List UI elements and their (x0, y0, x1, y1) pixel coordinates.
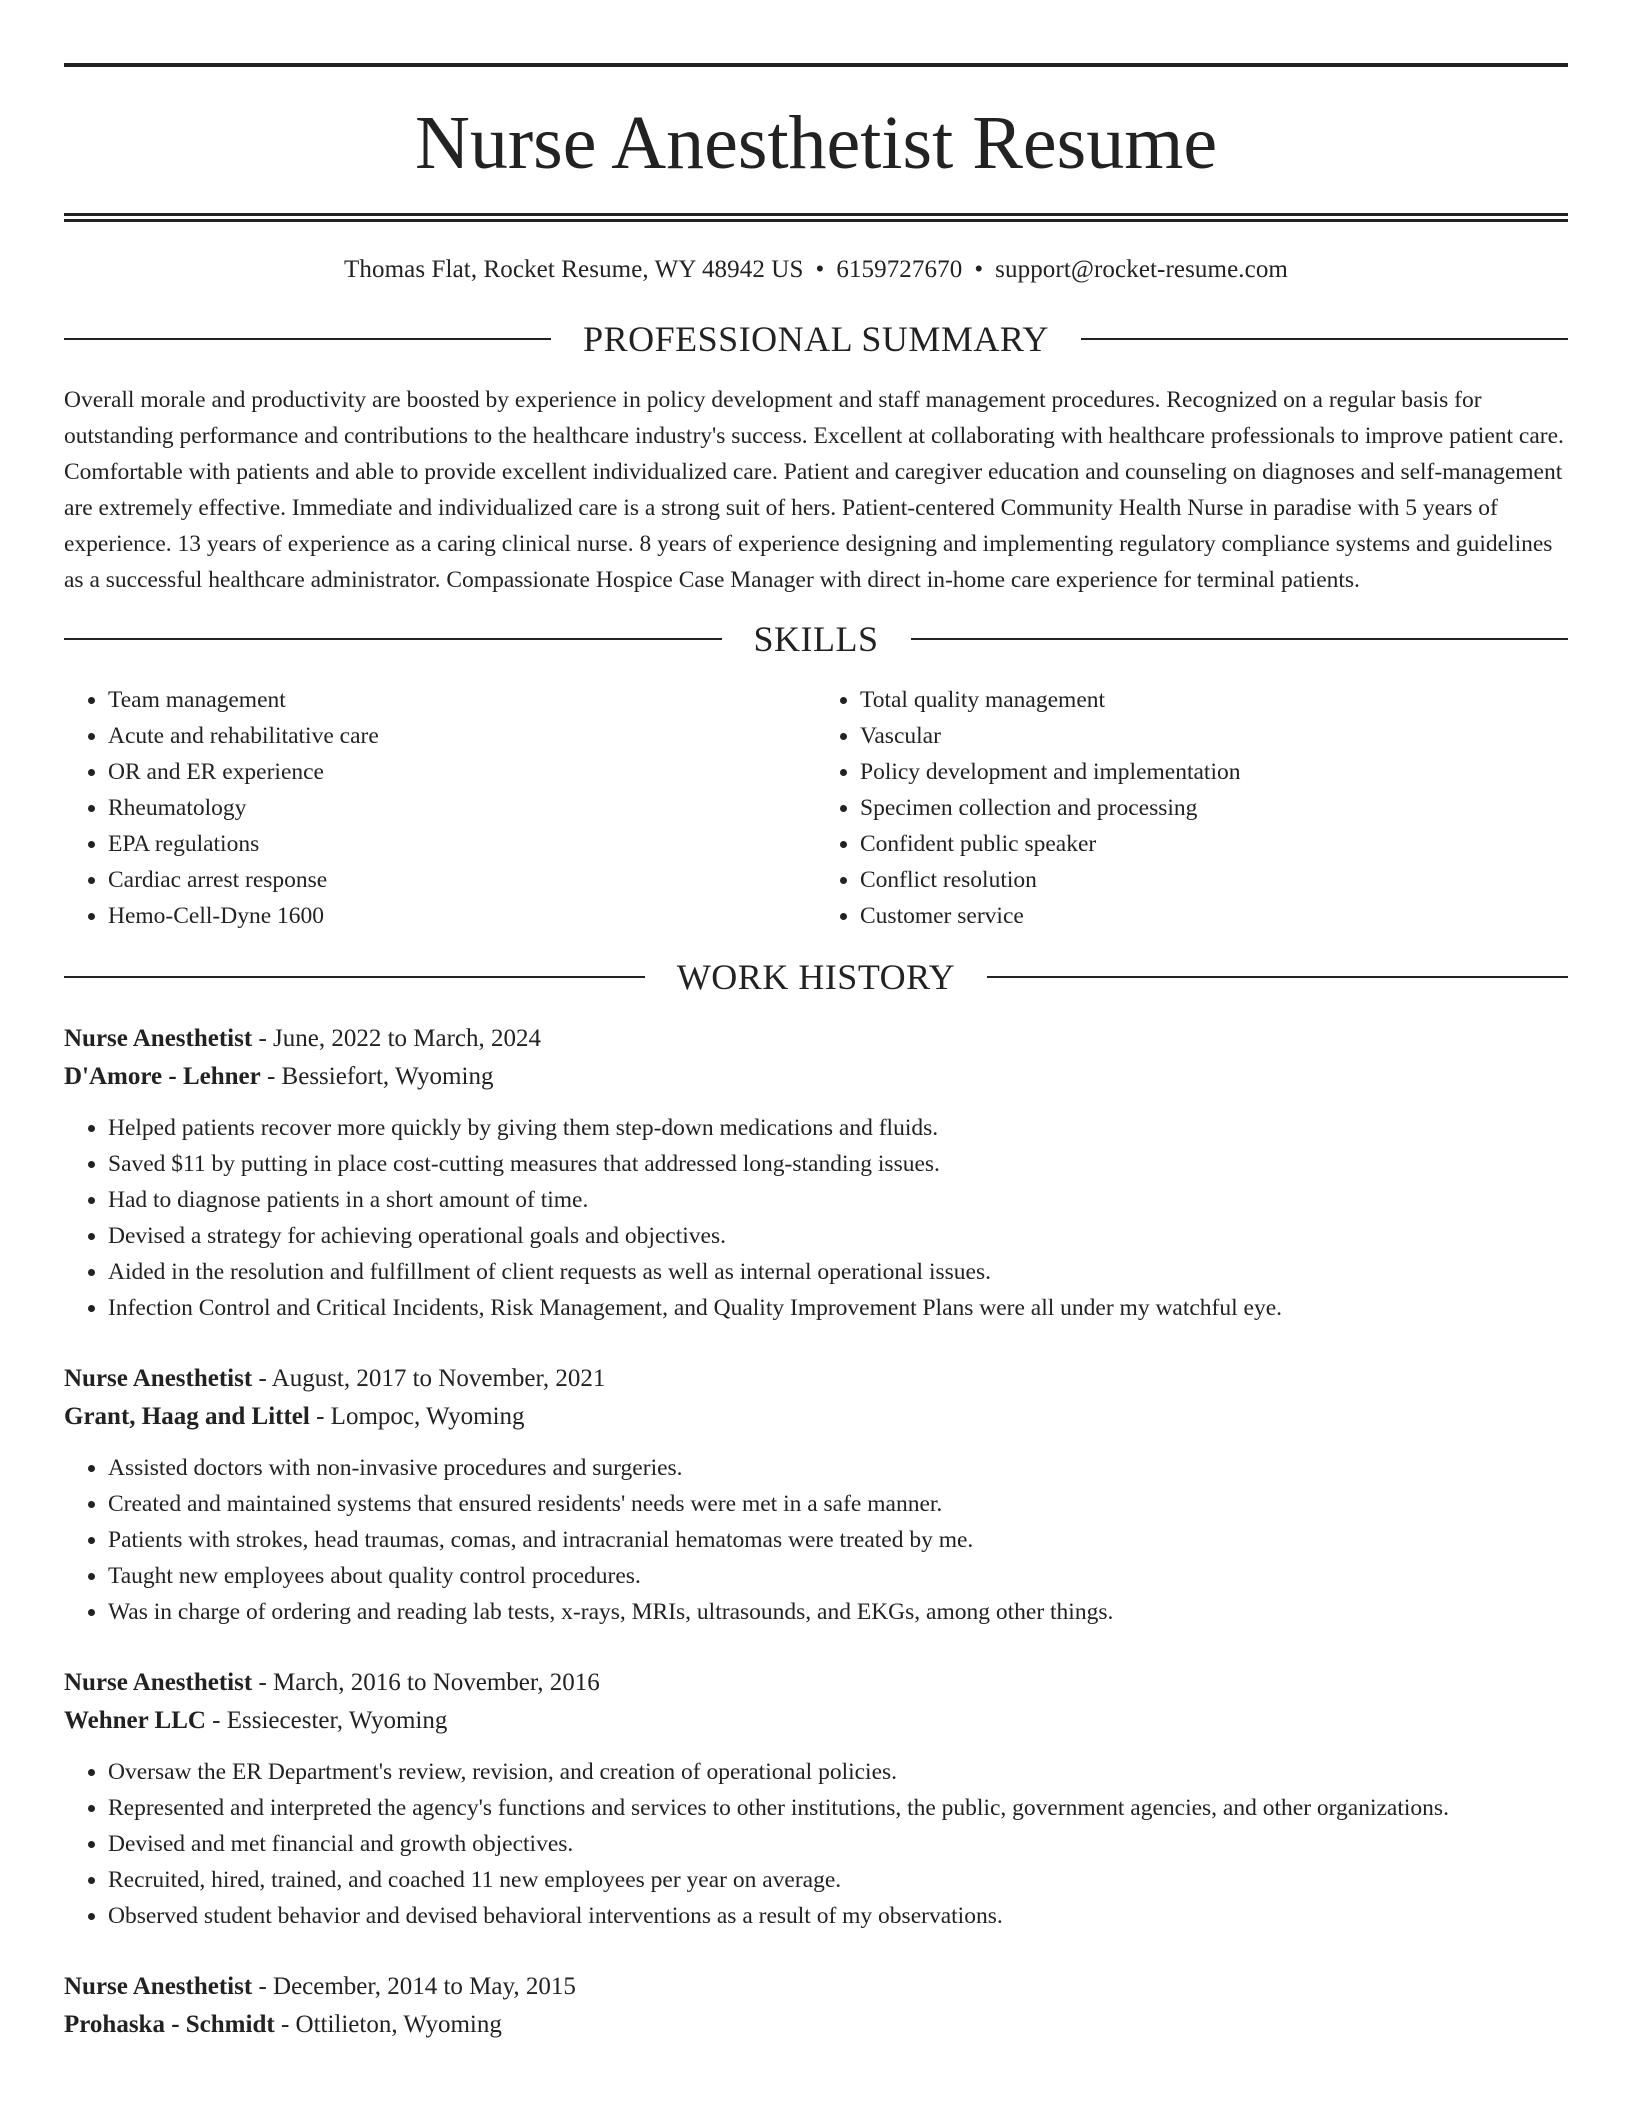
job-company-line (64, 1058, 1568, 1096)
skill-item: • Cardiac arrest response (108, 862, 816, 898)
job-location: - Bessiefort, Wyoming (260, 1063, 494, 1090)
job-duty-item: • Assisted doctors with non-invasive procedures and surgeries. (108, 1450, 1568, 1486)
skills-column-right (816, 682, 1568, 934)
job-duty-item: • Devised a strategy for achieving operational goals and objectives. (108, 1218, 1568, 1254)
job-duties-list (64, 1450, 1568, 1630)
page-title: Nurse Anesthetist Resume (414, 101, 1218, 185)
job-duty-item: • Was in charge of ordering and reading lab tests, x-rays, MRIs, ultrasounds, and EKGs, among other things. (108, 1594, 1568, 1630)
job-entry (64, 1360, 1568, 1630)
job-dates: - June, 2022 to March, 2024 (252, 1025, 542, 1052)
job-company: Grant, Haag and Littel (64, 1403, 310, 1430)
skills-section-heading (64, 618, 1568, 660)
job-duty-item: • Recruited, hired, trained, and coached 11 new employees per year on average. (108, 1862, 1568, 1898)
skill-item: • Hemo-Cell-Dyne 1600 (108, 898, 816, 934)
contact-separator: • (974, 256, 984, 283)
job-company: Prohaska - Schmidt (64, 2011, 275, 2038)
job-location: - Essiecester, Wyoming (205, 1707, 448, 1734)
double-rule (64, 213, 1568, 222)
job-entry (64, 1020, 1568, 1326)
job-company-line (64, 2006, 1568, 2044)
heading-rule-left (64, 638, 722, 640)
skills-heading-label: SKILLS (753, 619, 879, 659)
job-company-line (64, 1398, 1568, 1436)
skill-item: • Specimen collection and processing (860, 790, 1568, 826)
skill-item: • Acute and rehabilitative care (108, 718, 816, 754)
heading-rule-right (987, 976, 1568, 978)
job-dates: - August, 2017 to November, 2021 (252, 1365, 606, 1392)
job-dates: - March, 2016 to November, 2016 (252, 1669, 600, 1696)
contact-separator: • (815, 256, 825, 283)
job-duty-item: • Aided in the resolution and fulfillment of client requests as well as internal operational issues. (108, 1254, 1568, 1290)
skill-item: • Rheumatology (108, 790, 816, 826)
skill-item: • Total quality management (860, 682, 1568, 718)
job-title: Nurse Anesthetist (64, 1973, 253, 2000)
job-company: D'Amore - Lehner (64, 1063, 261, 1090)
job-duty-item: • Helped patients recover more quickly by giving them step-down medications and fluids. (108, 1110, 1568, 1146)
job-company-line (64, 1702, 1568, 1740)
skill-item: • Vascular (860, 718, 1568, 754)
job-duties-list (64, 1754, 1568, 1934)
job-duty-item: • Had to diagnose patients in a short amount of time. (108, 1182, 1568, 1218)
job-location: - Lompoc, Wyoming (309, 1403, 525, 1430)
job-duties-list (64, 1110, 1568, 1326)
contact-email: support@rocket-resume.com (995, 256, 1288, 283)
summary-heading-label: PROFESSIONAL SUMMARY (583, 319, 1049, 359)
job-title-line (64, 1020, 1568, 1058)
job-duty-item: • Patients with strokes, head traumas, comas, and intracranial hematomas were treated by me. (108, 1522, 1568, 1558)
skills-column-left (64, 682, 816, 934)
skill-item: • Team management (108, 682, 816, 718)
job-entry (64, 1968, 1568, 2044)
job-title: Nurse Anesthetist (64, 1669, 253, 1696)
contact-address: Thomas Flat, Rocket Resume, WY 48942 US (344, 256, 804, 283)
job-duty-item: • Devised and met financial and growth objectives. (108, 1826, 1568, 1862)
job-duty-item: • Taught new employees about quality control procedures. (108, 1558, 1568, 1594)
heading-rule-left (64, 338, 551, 340)
skills-list (64, 682, 1568, 934)
contact-phone: 6159727670 (836, 256, 963, 283)
skill-item: • OR and ER experience (108, 754, 816, 790)
heading-rule-right (911, 638, 1569, 640)
job-duty-item: • Created and maintained systems that ensured residents' needs were met in a safe manner. (108, 1486, 1568, 1522)
skill-item: • EPA regulations (108, 826, 816, 862)
summary-text: Overall morale and productivity are boosted by experience in policy development and staff management procedures. Recognized on a regular basis for outstanding performance and contributions to the healthcare industry's success. Excellent at collaborating with healthcare professionals to improve patient care. Comfortable with patients and able to provide excellent individualized care. Patient and caregiver education and counseling on diagnoses and self-management are extremely effective. Immediate and individualized care is a strong suit of hers. Patient-centered Community Health Nurse in paradise with 5 years of experience. 13 years of experience as a caring clinical nurse. 8 years of experience designing and implementing regulatory compliance systems and guidelines as a successful healthcare administrator. Compassionate Hospice Case Manager with direct in-home care experience for terminal patients. (64, 387, 1564, 593)
job-company: Wehner LLC (64, 1707, 206, 1734)
work-heading-label: WORK HISTORY (676, 957, 956, 997)
job-duty-item: • Represented and interpreted the agency's functions and services to other institutions, the public, government agencies, and other organizations. (108, 1790, 1568, 1826)
job-duty-item: • Observed student behavior and devised behavioral interventions as a result of my observations. (108, 1898, 1568, 1934)
top-rule (64, 63, 1568, 67)
skill-item: • Policy development and implementation (860, 754, 1568, 790)
skill-item: • Conflict resolution (860, 862, 1568, 898)
job-title-line (64, 1360, 1568, 1398)
work-section-heading (64, 956, 1568, 998)
heading-rule-right (1081, 338, 1568, 340)
summary-section-heading (64, 318, 1568, 360)
skill-item: • Confident public speaker (860, 826, 1568, 862)
job-entry (64, 1664, 1568, 1934)
job-location: - Ottilieton, Wyoming (274, 2011, 502, 2038)
job-title-line (64, 1664, 1568, 1702)
heading-rule-left (64, 976, 645, 978)
job-duty-item: • Oversaw the ER Department's review, revision, and creation of operational policies. (108, 1754, 1568, 1790)
contact-line (64, 256, 1568, 284)
job-duty-item: • Saved $11 by putting in place cost-cutting measures that addressed long-standing issues. (108, 1146, 1568, 1182)
job-title: Nurse Anesthetist (64, 1025, 253, 1052)
job-title: Nurse Anesthetist (64, 1365, 253, 1392)
job-title-line (64, 1968, 1568, 2006)
job-duty-item: • Infection Control and Critical Incidents, Risk Management, and Quality Improvement Plans were all under my watchful eye. (108, 1290, 1568, 1326)
skill-item: • Customer service (860, 898, 1568, 934)
job-dates: - December, 2014 to May, 2015 (252, 1973, 576, 2000)
work-history-list (64, 1020, 1568, 2044)
